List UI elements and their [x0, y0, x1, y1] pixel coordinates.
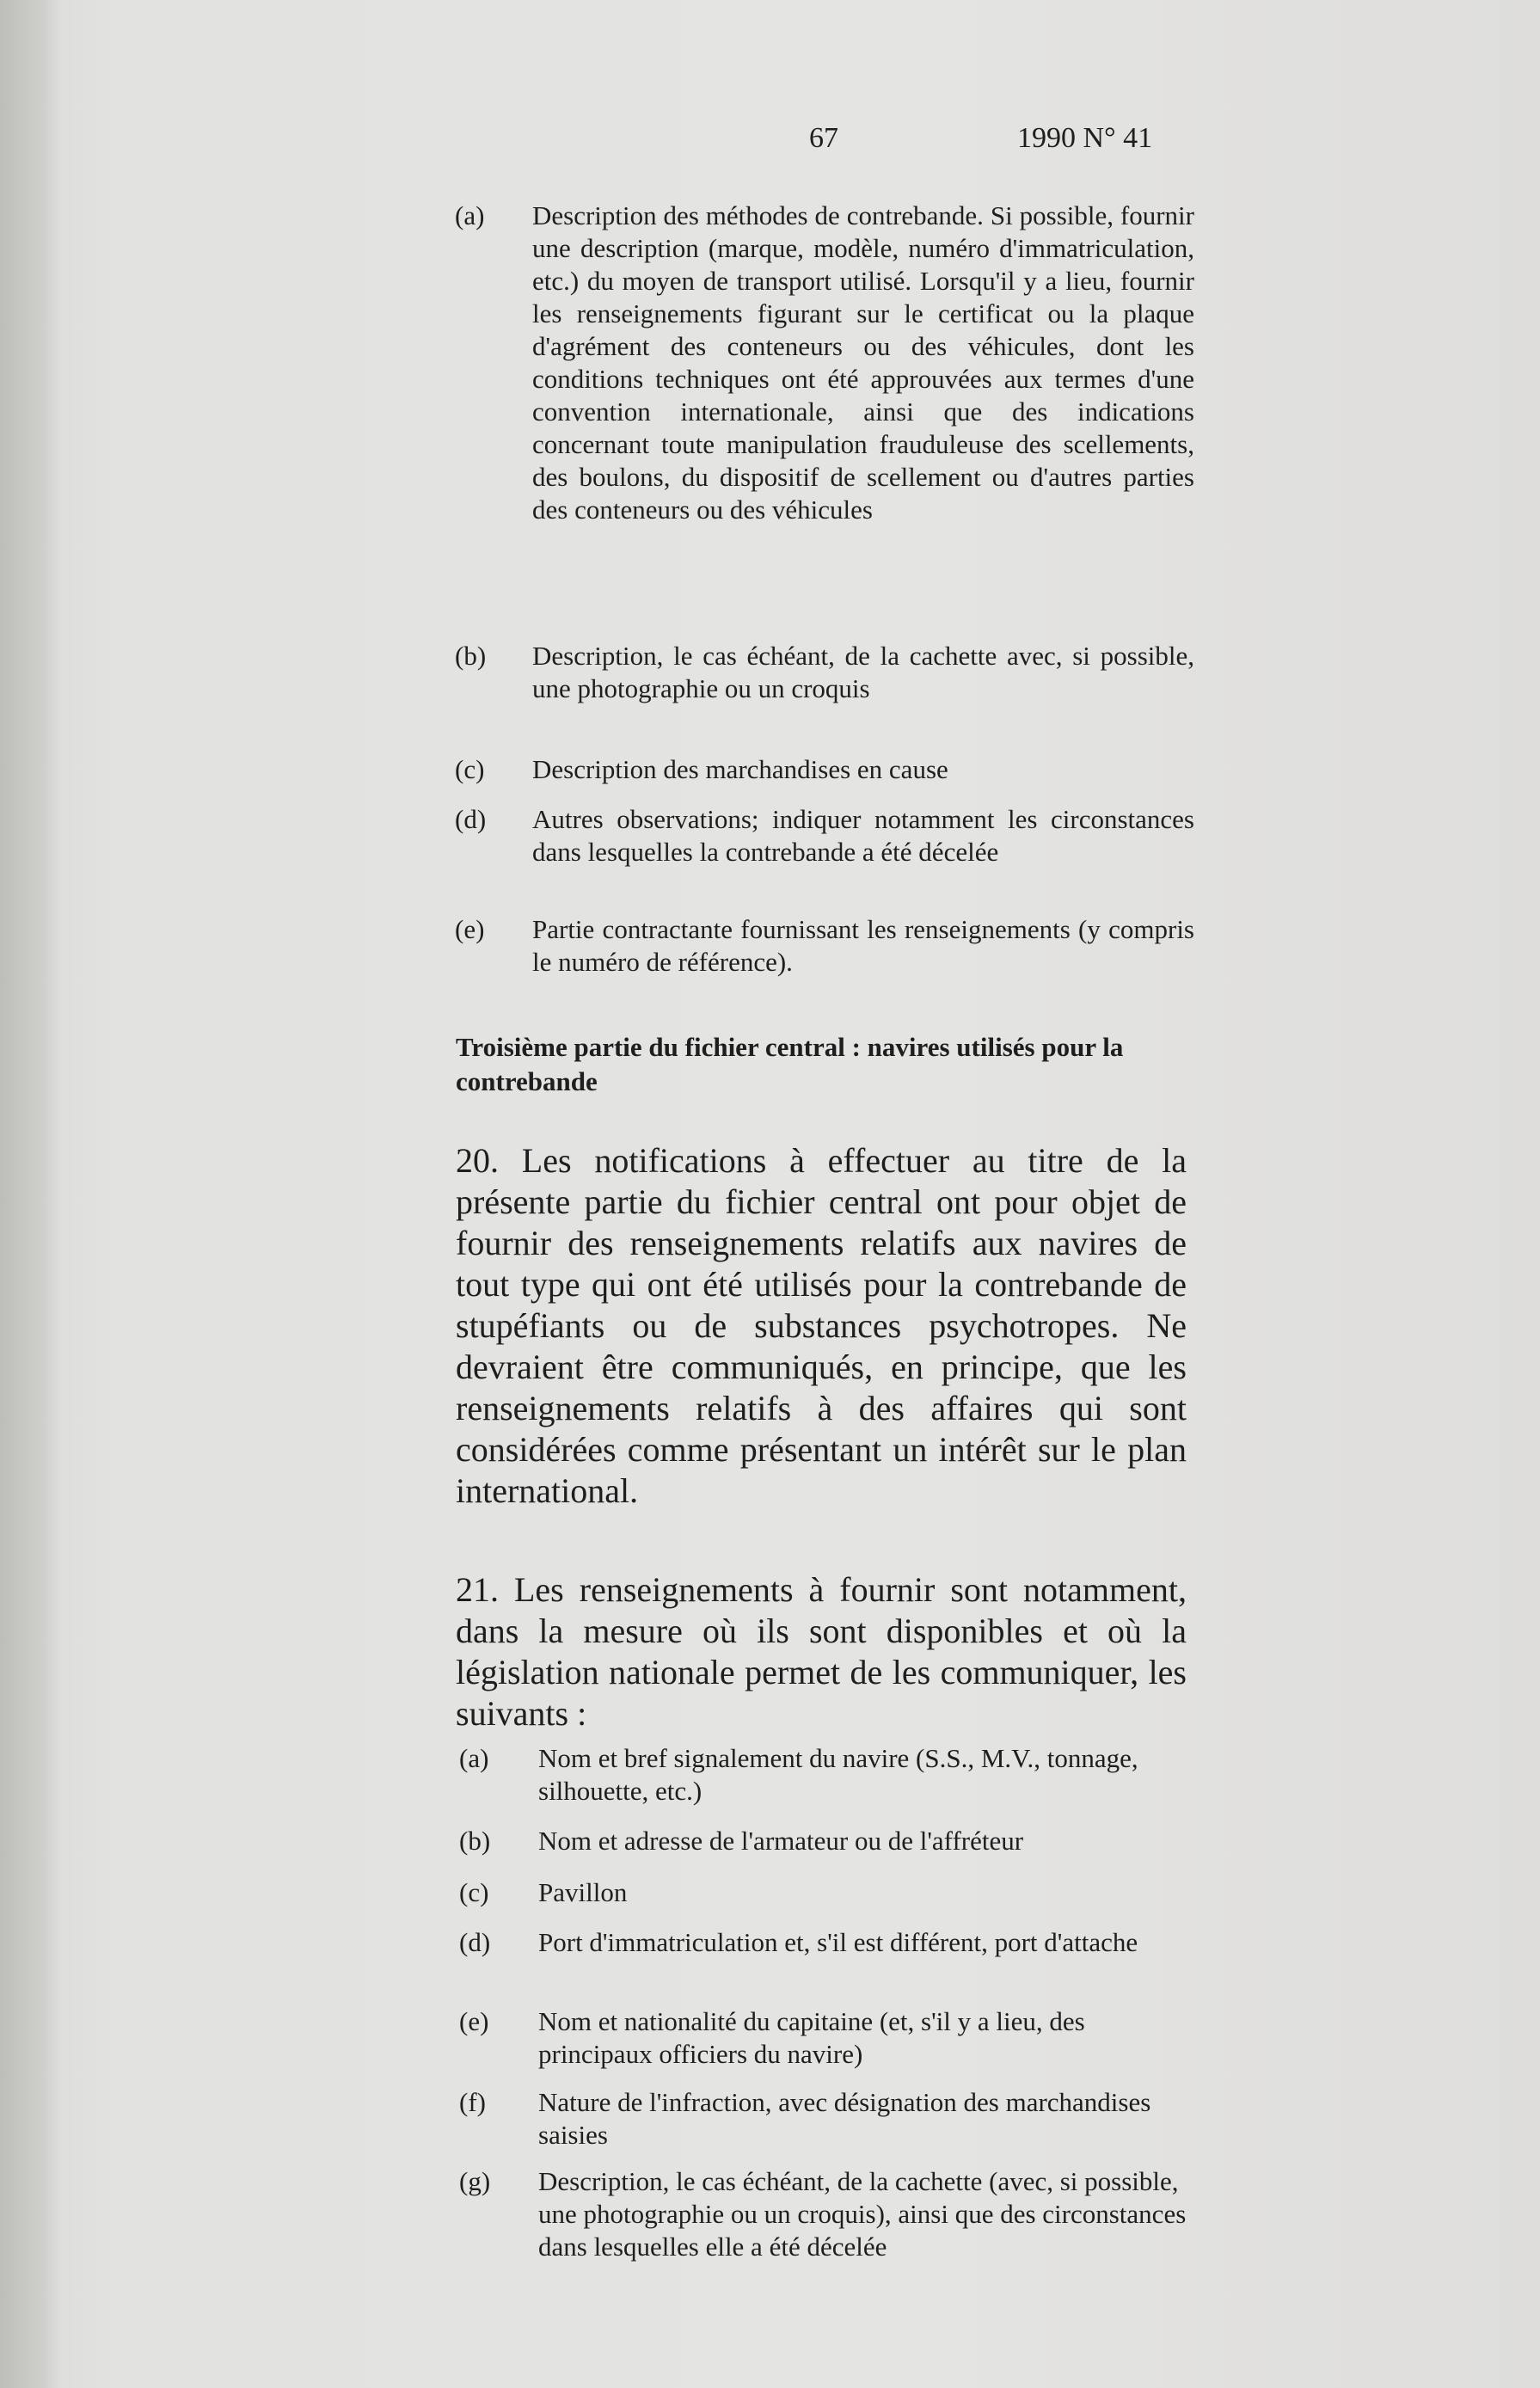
list-marker: (e)	[459, 2006, 489, 2036]
page-number: 67	[809, 122, 838, 154]
list-marker: (c)	[459, 1877, 489, 1907]
list-marker: (b)	[459, 1826, 491, 1856]
paragraph-21: 21. Les renseignements à fournir sont notamment, dans la mesure où ils sont disponibles et où la législation nationale permet de les communiquer, les suivants :	[456, 1570, 1187, 1733]
list-item-text: Nature de l'infraction, avec désignation des marchandises saisies	[538, 2087, 1151, 2150]
list-item-text: Description, le cas échéant, de la cachette (avec, si possible, une photographie ou un croquis), ainsi que des circonstances dans lesquelles elle a été décelée	[538, 2166, 1187, 2262]
list-item-text: Description des marchandises en cause	[532, 754, 948, 784]
list-item-text: Description des méthodes de contrebande. Si possible, fournir une description (marque, modèle, numéro d'immatriculation, etc.) du moyen de transport utilisé. Lorsqu'il y a lieu, fournir les renseignements figurant sur le certificat ou la plaque d'agrément des conteneurs ou des véhicules, dont les conditions techniques ont été approuvées aux termes d'une convention internationale, ainsi que des indications concernant toute manipulation frauduleuse des scellements, des boulons, du dispositif de scellement ou d'autres parties des conteneurs ou des véhicules	[532, 200, 1194, 525]
list-marker: (g)	[459, 2166, 491, 2196]
list-item-text: Nom et nationalité du capitaine (et, s'il y a lieu, des principaux officiers du navire)	[538, 2006, 1085, 2069]
list-item-text: Description, le cas échéant, de la cachette avec, si possible, une photographie ou un croquis	[532, 641, 1194, 703]
list-item-text: Port d'immatriculation et, s'il est différent, port d'attache	[538, 1927, 1138, 1957]
document-reference: 1990 N° 41	[1017, 122, 1153, 154]
list-item-text: Autres observations; indiquer notamment les circonstances dans lesquelles la contrebande a été décelée	[532, 804, 1194, 867]
list-marker: (a)	[455, 200, 485, 230]
page-header	[0, 122, 1540, 165]
list-marker: (d)	[459, 1927, 491, 1957]
paragraph-20: 20. Les notifications à effectuer au titre de la présente partie du fichier central ont pour objet de fournir des renseignements relatifs aux navires de tout type qui ont été utilisés pour la contrebande de stupéfiants ou de substances psychotropes. Ne devraient être communiqués, en principe, que les renseignements relatifs à des affaires qui sont considérées comme présentant un intérêt sur le plan international.	[456, 1141, 1187, 1510]
list-marker: (e)	[455, 914, 485, 944]
list-item-text: Nom et adresse de l'armateur ou de l'affréteur	[538, 1826, 1024, 1856]
list-marker: (f)	[459, 2087, 486, 2117]
list-marker: (c)	[455, 754, 485, 784]
list-item-text: Partie contractante fournissant les renseignements (y compris le numéro de référence).	[532, 914, 1194, 977]
list-marker: (b)	[455, 641, 487, 671]
list-item-text: Nom et bref signalement du navire (S.S., M.V., tonnage, silhouette, etc.)	[538, 1743, 1138, 1806]
binding-shadow	[0, 0, 60, 2388]
list-marker: (a)	[459, 1743, 489, 1773]
section-heading: Troisième partie du fichier central : navires utilisés pour la contrebande	[456, 1032, 1124, 1096]
list-item-text: Pavillon	[538, 1877, 628, 1907]
list-marker: (d)	[455, 804, 487, 834]
